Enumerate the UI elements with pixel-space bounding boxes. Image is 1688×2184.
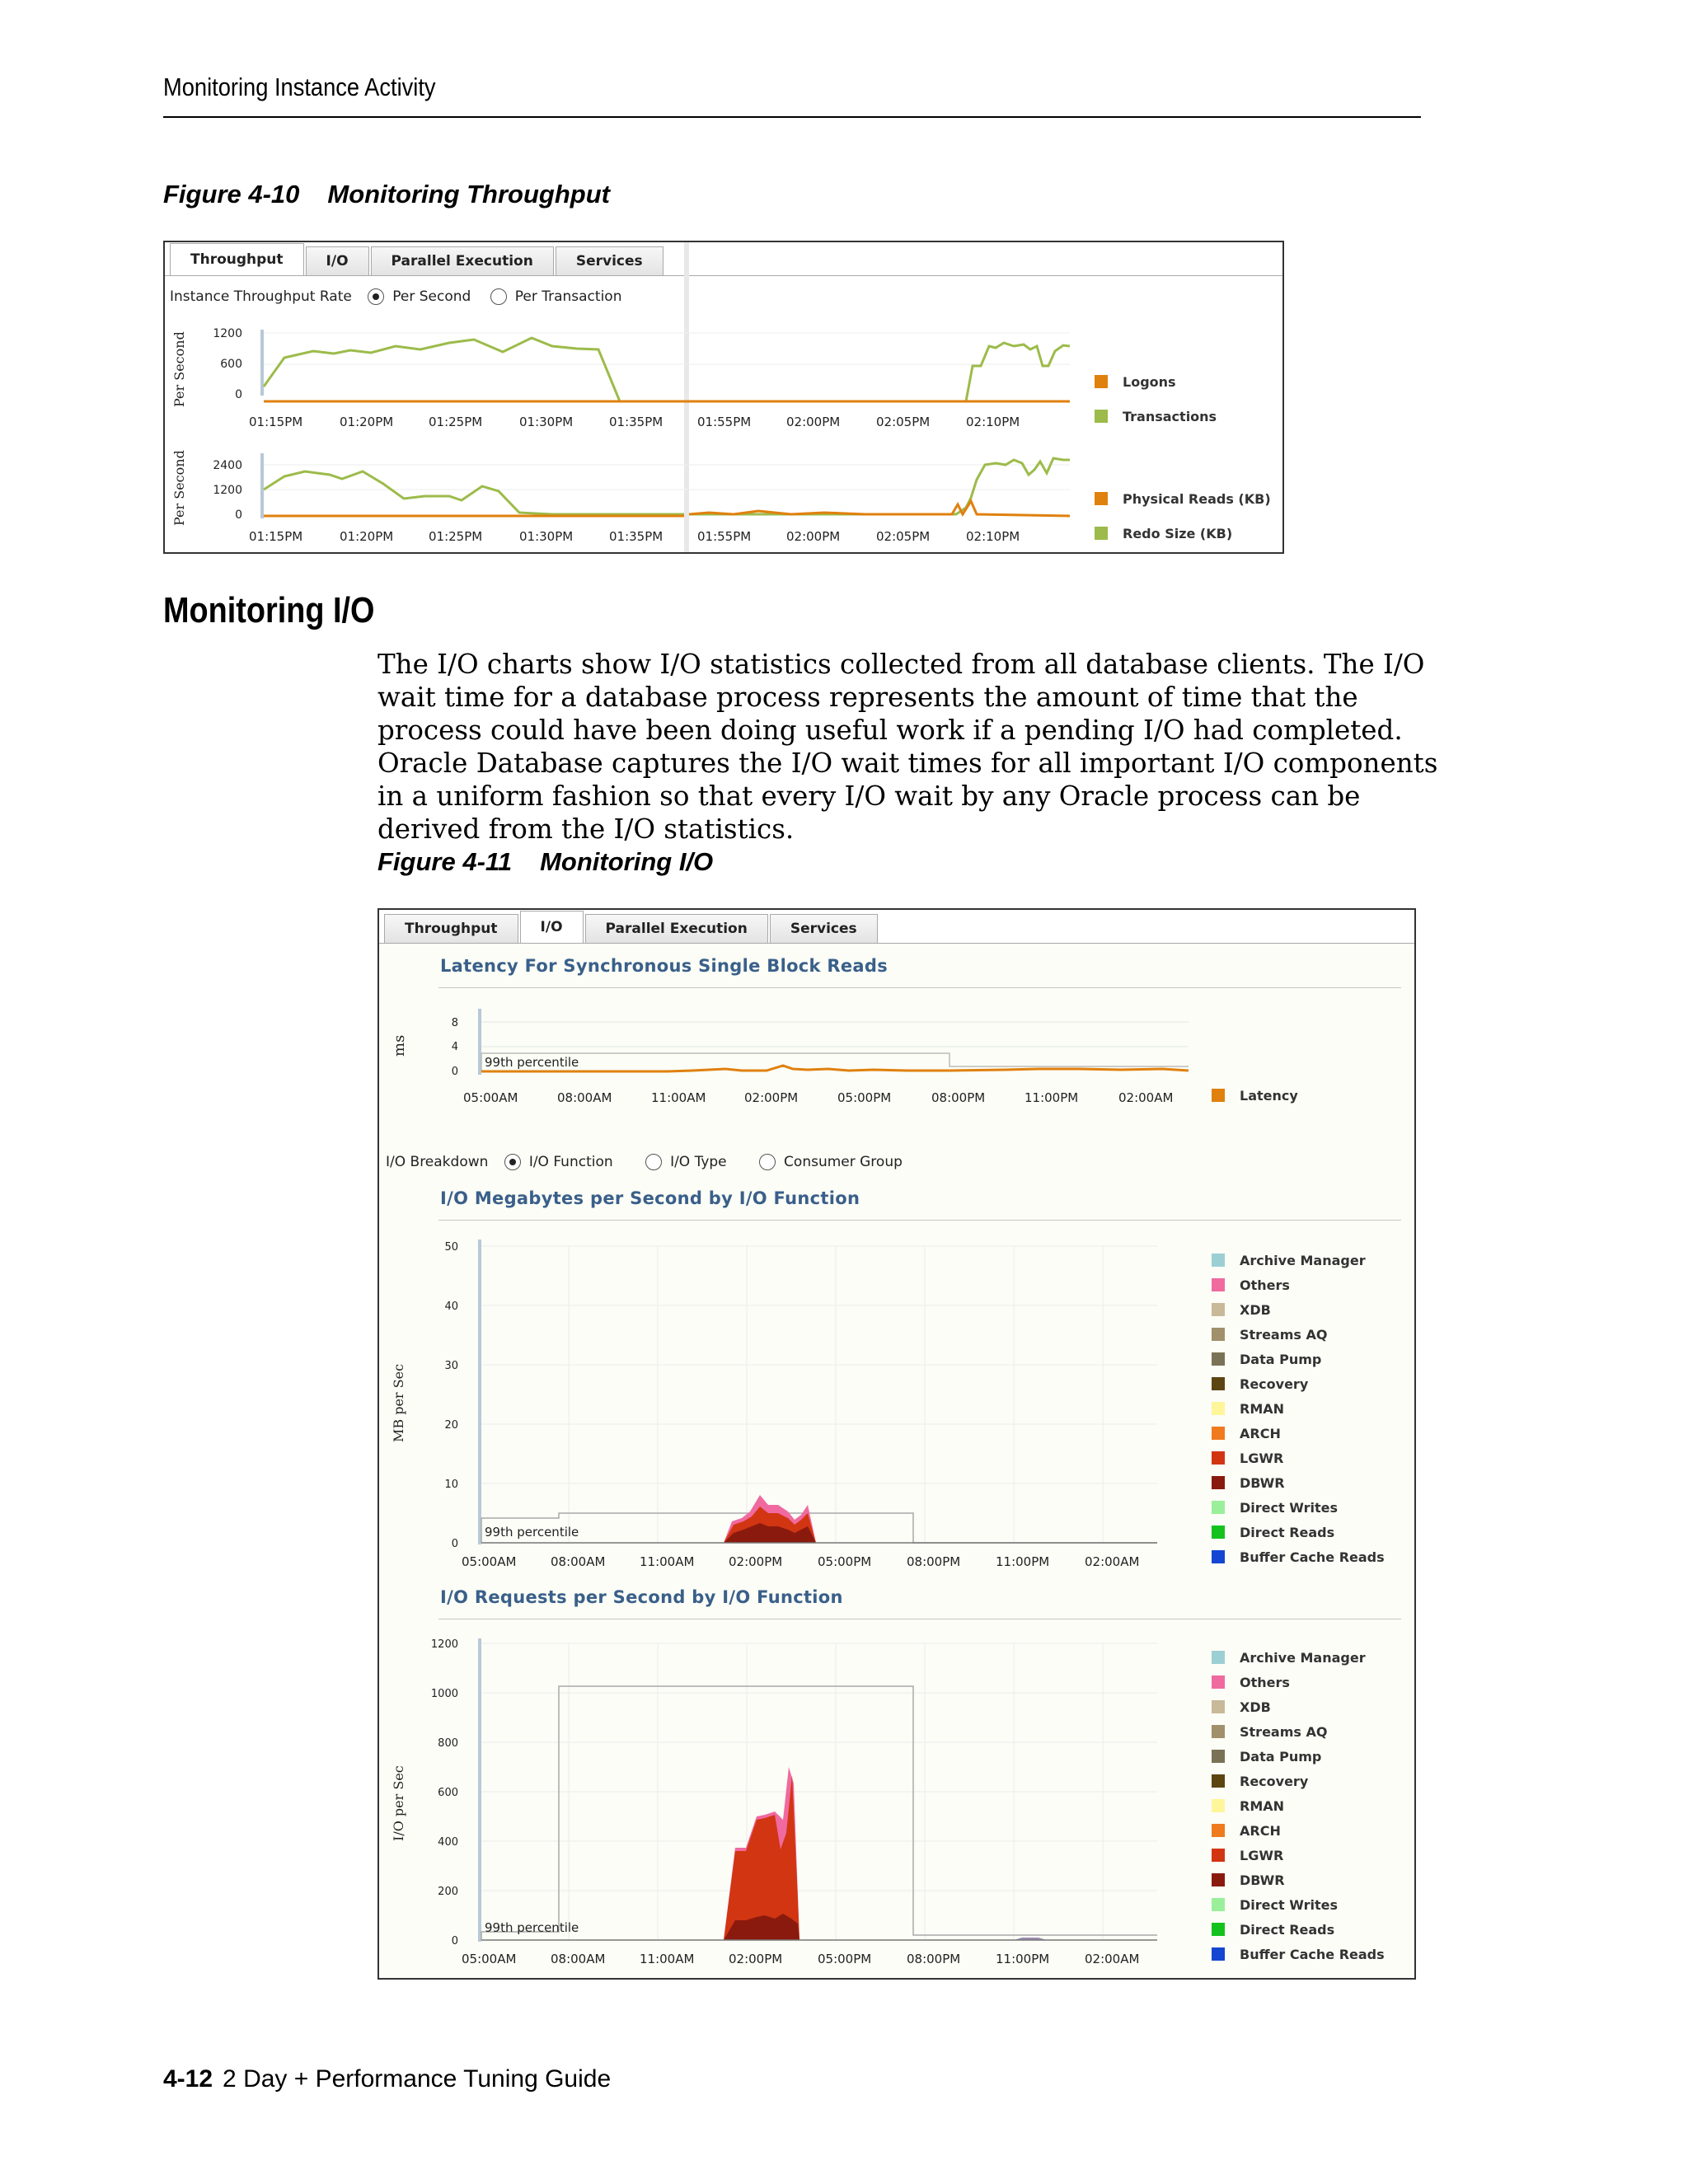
legend-swatch: [1212, 1328, 1225, 1341]
legend-swatch: [1212, 1774, 1225, 1788]
chart2-xtick: 02:05PM: [876, 529, 931, 544]
legend-label: LGWR: [1240, 1450, 1284, 1466]
requests-xtick: 11:00AM: [640, 1952, 695, 1966]
mb-ytick: 20: [444, 1419, 458, 1432]
mb-ylabel: MB per Sec: [391, 1363, 406, 1442]
per-transaction-label: Per Transaction: [514, 288, 622, 305]
legend-label: Direct Reads: [1240, 1524, 1335, 1540]
throughput-rate-label: Instance Throughput Rate: [170, 288, 352, 305]
legend-label: XDB: [1240, 1699, 1271, 1715]
mb-xtick: 02:00AM: [1085, 1554, 1140, 1569]
legend-swatch: [1212, 1476, 1225, 1489]
mb-ytick: 50: [444, 1241, 458, 1254]
mb-percentile-label: 99th percentile: [485, 1525, 579, 1540]
legend-label: Others: [1240, 1277, 1290, 1293]
legend-label: Logons: [1123, 373, 1176, 390]
legend-label: XDB: [1240, 1301, 1271, 1318]
requests-chart-title: I/O Requests per Second by I/O Function: [440, 1587, 843, 1607]
legend-label: Direct Writes: [1240, 1499, 1338, 1516]
requests-ytick: 1000: [430, 1688, 458, 1700]
legend-label: Buffer Cache Reads: [1240, 1549, 1385, 1565]
legend-label: ARCH: [1240, 1822, 1281, 1839]
latency-xtick: 05:00AM: [463, 1090, 518, 1105]
figure-caption-4-10: [163, 180, 610, 209]
legend-label: Others: [1240, 1674, 1290, 1690]
legend-label: Direct Reads: [1240, 1921, 1335, 1938]
legend-swatch: [1212, 1873, 1225, 1886]
tab-services[interactable]: Services: [770, 914, 878, 943]
tab-io[interactable]: I/O: [520, 911, 584, 943]
mb-legend: [1212, 1248, 1385, 1569]
requests-ytick: 400: [438, 1836, 458, 1849]
chart2-xtick: 01:15PM: [249, 529, 303, 544]
running-head: Monitoring Instance Activity: [163, 73, 436, 101]
chart1-ytick: 1200: [213, 327, 242, 340]
throughput-screenshot: [163, 241, 1284, 554]
legend-label: ARCH: [1240, 1425, 1281, 1441]
legend-label: RMAN: [1240, 1797, 1285, 1814]
section-title: Monitoring I/O: [163, 590, 375, 630]
legend-label: DBWR: [1240, 1474, 1285, 1491]
legend-label: Archive Manager: [1240, 1252, 1366, 1268]
chart1-ytick: 600: [220, 358, 242, 371]
legend-label: Archive Manager: [1240, 1649, 1366, 1666]
latency-ytick: 4: [451, 1041, 458, 1053]
mb-xtick: 05:00AM: [462, 1554, 517, 1569]
legend-label: RMAN: [1240, 1400, 1285, 1417]
requests-ytick: 200: [438, 1886, 458, 1898]
chart2-ytick: 2400: [213, 459, 242, 472]
legend-label: Recovery: [1240, 1773, 1309, 1789]
tab-parallel-execution[interactable]: Parallel Execution: [585, 914, 768, 943]
page-number: 4-12: [163, 2065, 213, 2093]
legend-swatch: [1212, 1700, 1225, 1713]
chart1-xtick: 01:55PM: [697, 415, 752, 429]
body-paragraph: The I/O charts show I/O statistics collected from all database clients. The I/O wait time for a database process represents the amount of time that the process could have been doing useful work if a pending I/O had completed. Oracle Database captures the I/O wait times for all important I/O components in a uniform fashion so that every I/O wait by any Oracle process can be derived from the I/O statistics.: [377, 649, 1438, 845]
legend-swatch: [1212, 1254, 1225, 1267]
book-title: 2 Day + Performance Tuning Guide: [223, 2065, 612, 2093]
requests-ytick: 800: [438, 1737, 458, 1750]
latency-xtick: 11:00PM: [1025, 1090, 1079, 1105]
legend-swatch: [1095, 410, 1108, 423]
tab-parallel-execution[interactable]: Parallel Execution: [371, 246, 554, 275]
tab-throughput[interactable]: Throughput: [170, 243, 304, 275]
chart2-ytick: 0: [235, 509, 242, 522]
per-second-label: Per Second: [392, 288, 471, 305]
tab-throughput[interactable]: Throughput: [384, 914, 518, 943]
consumer-group-label: Consumer Group: [784, 1154, 903, 1170]
latency-ytick: 8: [451, 1017, 458, 1029]
io-breakdown-label: I/O Breakdown: [386, 1154, 489, 1170]
redo-size-line: [264, 471, 684, 514]
latency-xtick: 08:00AM: [557, 1090, 612, 1105]
chart1-xtick: 02:00PM: [786, 415, 841, 429]
legend-swatch: [1212, 1352, 1225, 1366]
legend-swatch: [1095, 527, 1108, 540]
header-rule: [163, 116, 1421, 118]
mb-xtick: 11:00AM: [640, 1554, 695, 1569]
chart2-xtick: 01:35PM: [609, 529, 663, 544]
chart1-xtick: 02:05PM: [876, 415, 931, 429]
latency-percentile-label: 99th percentile: [485, 1055, 579, 1070]
requests-ytick: 600: [438, 1787, 458, 1799]
legend-label: Data Pump: [1240, 1351, 1322, 1367]
legend-label: Recovery: [1240, 1376, 1309, 1392]
tab-io[interactable]: I/O: [306, 246, 369, 275]
legend-swatch: [1212, 1303, 1225, 1316]
chart1-ytick: 0: [235, 388, 242, 401]
chart1-xtick: 01:20PM: [340, 415, 394, 429]
figure-number: Figure 4-11: [377, 847, 513, 876]
chart2-xtick: 01:55PM: [697, 529, 752, 544]
requests-xtick: 11:00PM: [996, 1952, 1050, 1966]
legend-swatch: [1212, 1427, 1225, 1440]
requests-xtick: 08:00PM: [907, 1952, 961, 1966]
latency-xtick: 05:00PM: [837, 1090, 892, 1105]
requests-legend: [1212, 1645, 1385, 1966]
io-screenshot: [377, 908, 1416, 1980]
legend-swatch: [1212, 1089, 1225, 1102]
legend-label: Streams AQ: [1240, 1723, 1328, 1740]
mb-percentile-box: [481, 1513, 1157, 1543]
legend-swatch: [1095, 492, 1108, 505]
legend-swatch: [1212, 1278, 1225, 1291]
latency-ylabel: ms: [391, 1034, 408, 1057]
legend-label: Transactions: [1123, 408, 1217, 424]
latency-xtick: 11:00AM: [651, 1090, 706, 1105]
latency-ytick: 0: [451, 1066, 458, 1078]
legend-swatch: [1212, 1651, 1225, 1664]
mb-chart: [444, 1240, 1157, 1569]
latency-chart-title: Latency For Synchronous Single Block Reads: [440, 956, 889, 976]
chart1-xtick: 01:25PM: [429, 415, 483, 429]
legend-swatch: [1212, 1377, 1225, 1390]
chart2-ylabel: Per Second: [171, 450, 187, 526]
legend-label: Latency: [1240, 1087, 1298, 1104]
legend-swatch: [1212, 1725, 1225, 1738]
requests-xtick: 08:00AM: [551, 1952, 606, 1966]
legend-swatch: [1212, 1402, 1225, 1415]
legend-label: LGWR: [1240, 1847, 1284, 1863]
legend-label: Data Pump: [1240, 1748, 1322, 1765]
legend-swatch: [1212, 1824, 1225, 1837]
transactions-line: [264, 338, 684, 401]
latency-chart: [452, 1009, 1189, 1105]
requests-ylabel: I/O per Sec: [391, 1765, 406, 1841]
legend-swatch: [1212, 1750, 1225, 1763]
chart1-xtick: 01:35PM: [609, 415, 663, 429]
latency-xtick: 02:00AM: [1118, 1090, 1174, 1105]
reads-redo-chart: [213, 453, 1070, 544]
requests-xtick: 02:00PM: [729, 1952, 783, 1966]
chart2-legend: [1095, 486, 1271, 546]
legend-label: DBWR: [1240, 1872, 1285, 1888]
legend-label: Buffer Cache Reads: [1240, 1946, 1385, 1962]
legend-swatch: [1212, 1501, 1225, 1514]
figure-caption-4-11: [377, 847, 713, 877]
page-footer: [163, 2065, 611, 2093]
latency-xtick: 08:00PM: [931, 1090, 986, 1105]
requests-chart: [431, 1638, 1157, 1966]
io-type-label: I/O Type: [670, 1154, 727, 1170]
mb-xtick: 05:00PM: [818, 1554, 872, 1569]
chart2-xtick: 01:20PM: [340, 529, 394, 544]
logons-transactions-chart: [213, 327, 1070, 429]
mb-ytick: 10: [444, 1479, 458, 1491]
physical-reads-line-right: [689, 501, 1070, 516]
legend-swatch: [1212, 1849, 1225, 1862]
requests-xtick: 05:00AM: [462, 1952, 517, 1966]
chart2-ytick: 1200: [213, 484, 242, 497]
tab-services[interactable]: Services: [556, 246, 663, 275]
mb-xtick: 08:00PM: [907, 1554, 961, 1569]
io-function-label: I/O Function: [528, 1154, 613, 1170]
figure-title: Monitoring Throughput: [327, 180, 610, 209]
chart1-xtick: 02:10PM: [966, 415, 1020, 429]
chart2-xtick: 01:30PM: [519, 529, 574, 544]
figure-title: Monitoring I/O: [540, 847, 714, 876]
chart2-xtick: 02:00PM: [786, 529, 841, 544]
mb-xtick: 02:00PM: [729, 1554, 783, 1569]
figure-number: Figure 4-10: [163, 180, 300, 209]
legend-label: Direct Writes: [1240, 1896, 1338, 1913]
mb-ytick: 30: [444, 1360, 458, 1372]
mb-xtick: 08:00AM: [551, 1554, 606, 1569]
latency-legend: [1212, 1083, 1298, 1108]
legend-swatch: [1212, 1451, 1225, 1465]
requests-xtick: 05:00PM: [818, 1952, 872, 1966]
requests-xtick: 02:00AM: [1085, 1952, 1140, 1966]
chart1-xtick: 01:30PM: [519, 415, 574, 429]
chart2-xtick: 02:10PM: [966, 529, 1020, 544]
legend-swatch: [1212, 1675, 1225, 1689]
chart1-legend: [1095, 369, 1217, 429]
redo-size-line-right: [689, 458, 1070, 514]
legend-swatch: [1212, 1947, 1225, 1961]
legend-swatch: [1212, 1799, 1225, 1812]
mb-xtick: 11:00PM: [996, 1554, 1050, 1569]
mb-ytick: 0: [451, 1538, 458, 1550]
legend-swatch: [1212, 1923, 1225, 1936]
legend-swatch: [1095, 375, 1108, 388]
mb-ytick: 40: [444, 1301, 458, 1313]
legend-swatch: [1212, 1898, 1225, 1911]
latency-xtick: 02:00PM: [744, 1090, 799, 1105]
requests-percentile-label: 99th percentile: [485, 1920, 579, 1935]
legend-label: Redo Size (KB): [1123, 525, 1233, 541]
chart1-ylabel: Per Second: [171, 331, 187, 407]
mb-chart-title: I/O Megabytes per Second by I/O Function: [440, 1188, 860, 1208]
requests-percentile-box: [481, 1686, 1157, 1940]
requests-ytick: 1200: [430, 1638, 458, 1651]
legend-swatch: [1212, 1550, 1225, 1563]
requests-ytick: 0: [451, 1935, 458, 1947]
transactions-line-right: [689, 343, 1070, 401]
chart1-xtick: 01:15PM: [249, 415, 303, 429]
legend-label: Streams AQ: [1240, 1326, 1328, 1343]
chart2-xtick: 01:25PM: [429, 529, 483, 544]
legend-label: Physical Reads (KB): [1123, 490, 1271, 507]
legend-swatch: [1212, 1526, 1225, 1539]
